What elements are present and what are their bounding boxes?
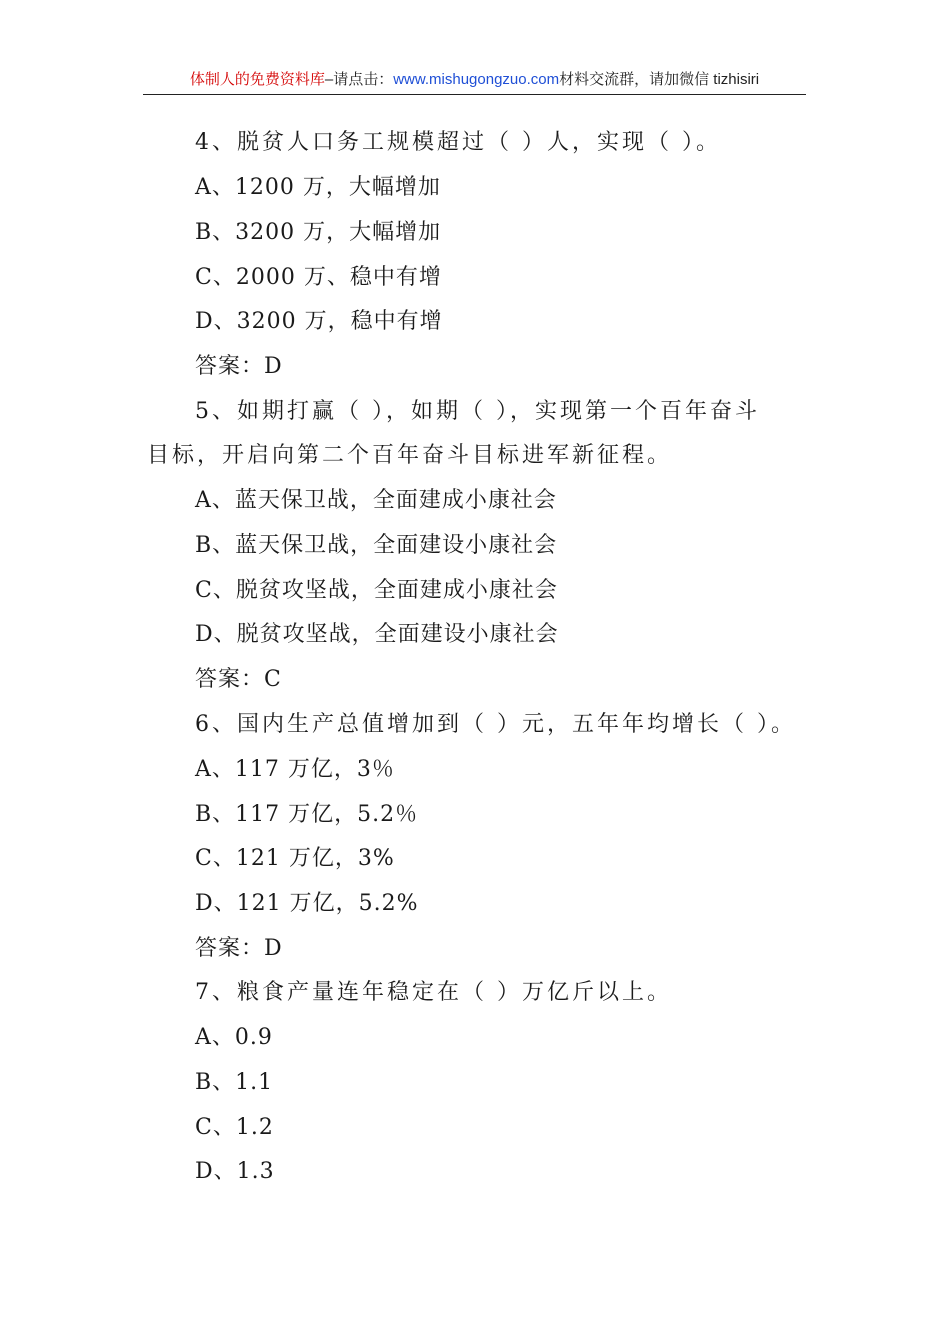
question-5-option-c: C、脱贫攻坚战，全面建成小康社会 [195,578,558,603]
question-6-option-b: B、117 万亿，5.2％ [195,802,419,827]
page-header [143,66,806,95]
question-7-option-c: C、1.2 [195,1115,274,1140]
question-4-answer: 答案：D [195,354,283,379]
question-7-stem: 7、粮食产量连年稳定在（ ）万亿斤以上。 [195,980,672,1005]
header-tail: 材料交流群，请加微信 tizhisiri [559,71,760,88]
question-6-stem: 6、国内生产总值增加到（ ）元，五年年均增长（ ）。 [195,712,796,737]
question-5-option-b: B、蓝天保卫战，全面建设小康社会 [195,533,558,558]
question-7-option-d: D、1.3 [195,1159,275,1184]
question-4-stem: 4、脱贫人口务工规模超过（ ）人，实现（ ）。 [195,130,721,155]
question-6-option-c: C、121 万亿，3% [195,846,395,871]
header-url-link[interactable]: www.mishugongzuo.com [393,71,560,88]
question-7-option-a: A、0.9 [195,1025,273,1050]
question-5-stem: 5、如期打赢（ ），如期（ ），实现第一个百年奋斗 [195,399,760,424]
question-6-option-a: A、117 万亿，3％ [195,757,395,782]
question-7-option-b: B、1.1 [195,1070,274,1095]
question-4-option-c: C、2000 万、稳中有增 [195,265,442,290]
header-separator: –请点击： [324,71,394,88]
question-4-option-a: A、1200 万，大幅增加 [195,175,441,200]
question-6-answer: 答案：D [195,936,283,961]
question-6-option-d: D、121 万亿，5.2% [195,891,419,916]
question-5-option-d: D、脱贫攻坚战，全面建设小康社会 [195,622,559,647]
question-5-answer: 答案：C [195,667,282,692]
question-4-option-b: B、3200 万，大幅增加 [195,220,442,245]
question-5-stem-continued: 目标，开启向第二个百年奋斗目标进军新征程。 [147,443,673,468]
question-4-option-d: D、3200 万，稳中有增 [195,309,443,334]
question-5-option-a: A、蓝天保卫战，全面建成小康社会 [195,488,557,513]
header-brand: 体制人的免费资料库 [189,71,325,88]
